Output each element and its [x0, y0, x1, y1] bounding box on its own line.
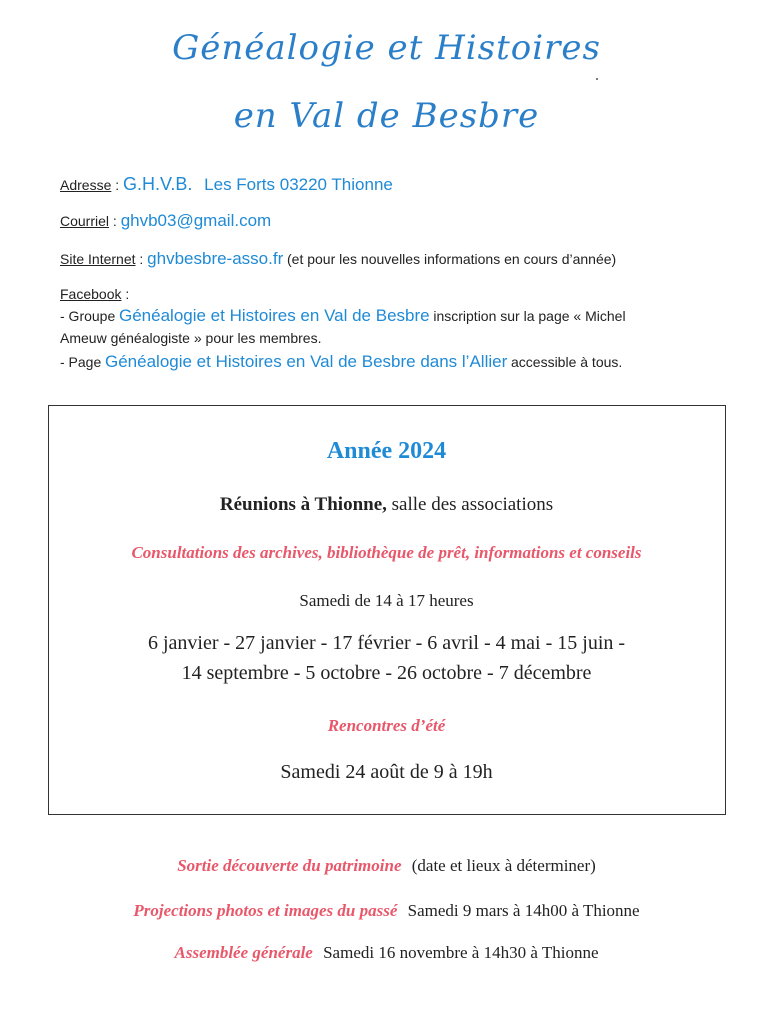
event-label: Projections photos et images du passé — [133, 901, 398, 920]
header-title-line1: Généalogie et Histoires — [172, 28, 601, 68]
fb-page-suffix: accessible à tous. — [511, 354, 623, 370]
email-link[interactable]: ghvb03@gmail.com — [120, 211, 272, 230]
facebook-page-row — [60, 352, 622, 372]
summer-title: Rencontres d’été — [327, 716, 446, 735]
email-label: Courriel — [60, 213, 110, 229]
event-row — [0, 943, 773, 963]
decorative-dot — [596, 78, 598, 80]
site-label: Site Internet — [60, 251, 136, 267]
fb-group-suffix: inscription sur la page « Michel — [433, 308, 626, 324]
address-org: G.H.V.B. — [123, 174, 193, 194]
meetings-bold: Réunions à Thionne, — [219, 494, 387, 515]
facebook-row: Facebook : — [60, 286, 130, 302]
event-detail: (date et lieux à déterminer) — [411, 856, 596, 875]
year-title: Année 2024 — [326, 438, 447, 464]
site-note: (et pour les nouvelles informations en cours d’année) — [287, 251, 617, 267]
dates-line2: 14 septembre - 5 octobre - 26 octobre - 7 décembre — [181, 662, 592, 684]
event-detail: Samedi 16 novembre à 14h30 à Thionne — [323, 943, 599, 962]
fb-page-prefix: - Page — [60, 354, 102, 370]
summer-date: Samedi 24 août de 9 à 19h — [280, 761, 493, 783]
facebook-group-line2 — [60, 330, 321, 348]
event-label: Sortie découverte du patrimoine — [177, 856, 402, 875]
address-value: Les Forts 03220 Thionne — [204, 175, 393, 194]
meetings-rest: salle des associations — [391, 494, 554, 515]
event-row — [0, 901, 773, 921]
fb-page-link[interactable]: Généalogie et Histoires en Val de Besbre dans l’Allier — [105, 352, 508, 371]
fb-group-prefix: - Groupe — [60, 308, 116, 324]
event-row — [0, 856, 773, 876]
facebook-label: Facebook — [60, 286, 122, 302]
email-row: Courriel : ghvb03@gmail.com — [60, 211, 272, 230]
consultations-line: Consultations des archives, bibliothèque de prêt, informations et conseils — [131, 543, 642, 562]
fb-group-line2: Ameuw généalogiste » pour les membres. — [60, 330, 322, 346]
meetings-line — [0, 494, 773, 516]
address-label: Adresse — [60, 177, 112, 193]
event-detail: Samedi 9 mars à 14h00 à Thionne — [407, 901, 640, 920]
site-row: Site Internet : ghvbesbre-asso.fr (et pour les nouvelles informations en cours d’année) — [60, 249, 617, 268]
hours-line: Samedi de 14 à 17 heures — [299, 591, 474, 610]
fb-group-link[interactable]: Généalogie et Histoires en Val de Besbre — [119, 306, 430, 325]
dates-line1: 6 janvier - 27 janvier - 17 février - 6 avril - 4 mai - 15 juin - — [147, 632, 626, 654]
address-row: Adresse : G.H.V.B. Les Forts 03220 Thionne — [60, 174, 393, 194]
event-label: Assemblée générale — [174, 943, 313, 962]
site-link[interactable]: ghvbesbre-asso.fr — [147, 249, 284, 268]
facebook-group-row — [60, 306, 626, 326]
header-title-line2: en Val de Besbre — [233, 96, 540, 136]
